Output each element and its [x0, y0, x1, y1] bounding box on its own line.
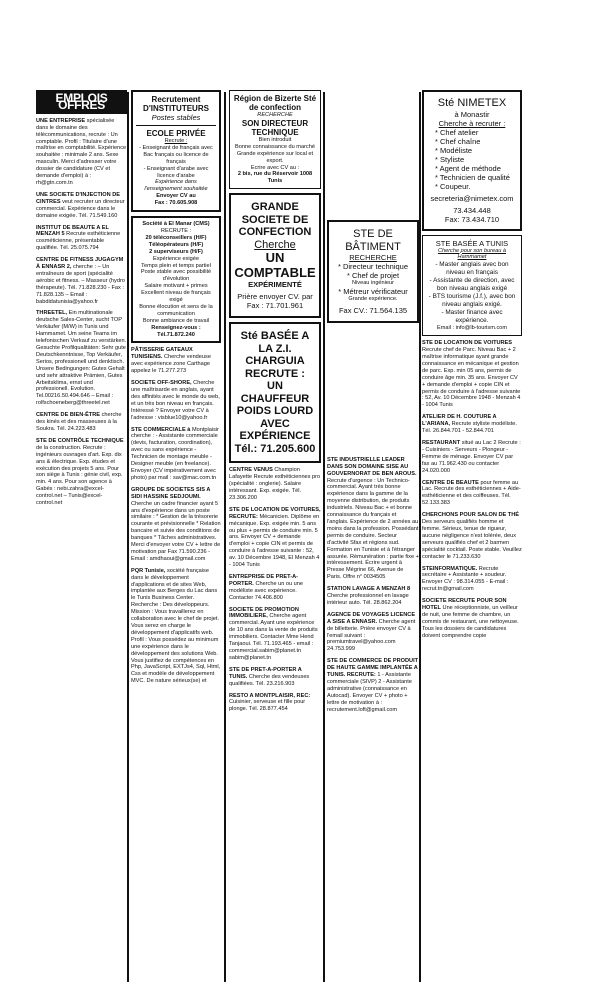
ad-experience: Grande expérience.	[348, 295, 398, 302]
ad-body: Cherche agent commercial. Ayant une expérience de 10 ans dans la vente de produits immobiliers. Contacter Mme Hend Tanjaoui. Tél. 71.193.465 - email : commercial.sabim@planet.tn sabim@planet.tn	[229, 613, 318, 661]
column-rule	[224, 92, 226, 982]
ad-item: * Styliste	[435, 154, 465, 164]
classified-ad	[327, 586, 419, 607]
ad-item: * Chef chaîne	[435, 136, 481, 146]
classified-ad	[131, 487, 221, 563]
ad-tel: 73.434.448	[453, 205, 491, 215]
ad-heading: STEINFORMATIQUE.	[422, 565, 478, 572]
ad-email: Email : info@lb-tourism.com	[436, 325, 508, 332]
classified-list	[229, 467, 321, 713]
classified-ad	[131, 568, 221, 685]
ad-title: STE BASÉE A TUNIS	[435, 238, 509, 248]
ad-address: 2 bis, rue du Réservoir 1008 Tunis	[237, 171, 313, 185]
classified-list	[327, 457, 419, 714]
classified-ad	[229, 607, 321, 662]
classified-ad	[131, 347, 221, 375]
ad-body: de la construction. Recrute : ingénieurs ouvrages d'art. Exp. dix ans & électrique. Exp. études et exécution des projets 5 ans. Pour son siège à Tunis : génie civil, exp. min. 4 ans. Pour son agence à Gabès : nebi.zahra@excel-control.net – Tunis@excel-control.net	[36, 444, 123, 507]
ad-recrute: RECRUTE :	[160, 227, 192, 234]
ad-body: Cherche des vendeuses qualifiées. Tél. 23.216.903	[229, 673, 310, 687]
classified-ad	[229, 693, 321, 714]
classified-ad	[229, 467, 321, 502]
ad-item: * Métreur vérificateur	[338, 286, 408, 296]
ad-body: spécialisée dans le domaine des télécommunications, recrute : Un comptable. Profil : Titulaire d'une maîtrise en comptabilité. Expérience souhaitée : minimale 2 ans. Sexe masculin. Merci d'adresser votre dossier de candidature (CV et demande d'emploi) à : rh@gtn.com.tn	[36, 117, 127, 186]
ad-body: Cherche une maîtrisarde en anglais, ayant des affinités avec le monde du web, et un très bon niveau en français. Intéressé ? Envoyer votre CV à l'adresse : visblue10@yahoo.fr	[131, 380, 220, 421]
ad-email: secreteria@nimetex.com	[430, 193, 514, 203]
nimetex-ad-box	[422, 90, 522, 231]
classified-ad	[422, 598, 522, 639]
ad-detail: Salaire motivant + primes	[144, 283, 208, 290]
classified-ad	[36, 192, 127, 220]
ad-body: Recrute styliste modéliste. Tél. 26.844.701 - 52.844.701	[422, 421, 517, 435]
ad-detail: Excellent niveau de français exigé	[141, 290, 211, 304]
ad-recherche: RECHERCHE	[257, 112, 293, 118]
hammamet-ad-box	[422, 235, 522, 337]
ad-role: UN COMPTABLE	[234, 250, 316, 280]
ad-niveau: Niveau ingénieur	[352, 280, 394, 286]
column-rule	[419, 92, 421, 982]
ad-body: Recrute chef de Parc. Niveau Bac + 2 maîtrise informatique ayant grande connaissance en mécanique et gestion de parc. Exp. min 05 ans, permis de conduire âge min. 35 ans. Envoyer CV + demande d'emploi + copie CIN et permis de conduire à l'adresse suivante : 52, Av. 10 Décembre 1948 - Menzah 4 - 1004 Tunis	[422, 347, 521, 409]
classified-ad	[327, 612, 419, 653]
column-4	[327, 90, 419, 988]
ad-title: GRANDE SOCIETE DE CONFECTION	[238, 201, 312, 239]
ad-recrute: Recrute :	[164, 138, 188, 144]
ad-fax: Fax : 70.605.908	[154, 200, 198, 207]
classified-ad	[422, 566, 522, 594]
ad-heading: UNE SOCIETE D'INJECTION DE CINTRES	[36, 191, 121, 205]
classified-ad	[36, 225, 127, 253]
ad-detail: Temps plein et temps partiel	[141, 262, 211, 269]
ad-tel: Tél.: 71.205.600	[234, 442, 316, 455]
ad-body: Cherche vendeuse avec expérience zone Carthage appelez le 71.277.273	[131, 354, 211, 375]
ad-item: * Technicien de qualité	[435, 172, 510, 182]
ad-item: * Chef atelier	[435, 127, 479, 137]
ad-item: - Master finance avec expérience.	[441, 309, 503, 325]
section-banner: EMPLOIS OFFRES	[36, 90, 127, 114]
bizerte-ad-box	[229, 90, 321, 189]
classified-ad	[422, 480, 522, 508]
ad-body: pour femme au Lac. Recrute des esthéticiennes + Aide-esthéticienne et des coiffeuses. Tél. 52.133.383	[422, 479, 521, 507]
ad-heading: UNE ENTREPRISE	[36, 117, 86, 124]
ad-heading: CENTRE VENUS	[229, 467, 273, 474]
ad-heading: PQR Tunisie,	[131, 567, 166, 574]
ad-heading: RESTAURANT	[422, 440, 461, 446]
ad-body: Cherche professionnel en lavage intérieur auto. Tél. 28.862.204	[327, 593, 409, 606]
ad-heading: ENTREPRISE DE PRET-A-PORTER.	[229, 573, 298, 587]
classified-list	[422, 340, 522, 639]
ad-fax: Fax: 73.434.710	[444, 214, 500, 224]
ad-body: Des serveurs qualifiés homme et femme. Sérieux, tenue de rigueur, aucune négligence n'est tolérée, deux serveurs qualifiés chef et 2 barmen spécialité cocktail. Poste stable. Veuillez contacter le 71.233.630	[422, 519, 522, 560]
ad-recrute: RECRUTE :	[245, 367, 305, 380]
batiment-ad-box	[327, 220, 419, 323]
ad-subtitle: Cherche pour son bureau à Hammamet	[437, 247, 507, 261]
classified-ad	[422, 340, 522, 409]
ad-heading: STE DE COMMERCE DE PRODUIT DE HAUTE GAMME IMPLANTÉE A TUNIS. RECRUTE:	[327, 658, 419, 679]
classified-ad	[327, 457, 419, 581]
ad-item: - BTS tourisme (J.f.), avec bon niveau anglais exigé.	[428, 293, 516, 309]
ad-detail: Expérience exigée	[152, 255, 200, 262]
ad-item: 2 superviseurs (H/F)	[149, 248, 203, 255]
ad-body: Recrute d'urgence : Un Technico-commercial. Ayant très bonne expérience dans la gamme de la moyenne distribution, de produits industriels. Niveau Bac + et bonne connaissance du français et l'anglais. Expérience de 2 années au moins dans la profession. Possédant permis de conduire. Secteur d'activité Sfax et régions sud. Formation en Tunisie et à l'étranger assurée. Rémunération : partie fixe + intéressement. Écrire urgent à Presse Mégrine 66, Avenue de Paris. Offre n° 0034505	[327, 477, 419, 581]
ad-detail: Bonne élocution et sens de la communication	[139, 303, 213, 317]
ad-body: Montplaisir cherche : - Assistante commerciale (devis, facturation, coordination), avec ou sans expérience - Technicien de montage meuble - Designer meuble (en freelance). Envoyer (CV impérativement avec photo) par mail : sav@mac.com.tn	[131, 426, 219, 481]
ad-heading: THREETEL,	[36, 310, 68, 317]
classified-ad	[422, 440, 522, 475]
ad-body: cherche des kinés et des masseuses à la Soukra. Tél. 24.223.483	[36, 412, 122, 432]
classified-ad	[229, 667, 321, 688]
ad-title: Société à El Manar (CMS)	[142, 221, 210, 228]
ad-body: Recrute esthéticienne cosméticienne, présentable qualifiée. Tél. 25.075.794	[36, 231, 121, 252]
ad-role: SON DIRECTEUR TECHNIQUE	[241, 118, 309, 137]
ad-body: Mécanicien. Diplôme en mécanique. Exp. exigée min. 5 ans ou plus + permis de conduire min. 5 ans. Envoyer CV + demande d'emploi + copie CIN et permis de conduire à l'adresse suivante : 52, av. 10 Décembre 1948, El Menzah 4 - 1004 Tunis	[229, 513, 320, 569]
instituteurs-ad-box	[131, 90, 221, 212]
ad-subtitle: Postes stables	[151, 113, 201, 122]
ad-fax: Fax : 71.701.961	[246, 301, 304, 311]
ad-heading: AGENCE DE VOYAGES LICENCE A SISE A ENNASR.	[327, 611, 416, 625]
ad-item: * Agent de méthode	[435, 163, 501, 173]
ad-school: ECOLE PRIVÉE	[146, 129, 206, 138]
ad-title: Recrutement D'INSTITUTEURS	[143, 95, 209, 113]
ad-title: Région de Bizerte Sté de confection	[233, 94, 317, 112]
ad-title: STE DE BÂTIMENT	[345, 228, 401, 253]
ad-body: Champion Lafayette Recrute esthéticiennes pro (spécialité : onglerie). Salaire intéressant. Exp. exigée. Tél. 23.306.200	[229, 467, 321, 501]
ad-body: société française dans le développement d'applications et de sites Web, implantée aux Berges du Lac dans le Tunis Business Center. Recherche : Des développeurs. Mission : Vous travaillerez en collaboration avec le chef de projet. Vous serez en charge le développement d'applicatifs web. Profil : Vous possédez au minimum une expérience dans le développement des solutions Web. Vous justifiez de compétences en Php, JavaScript, EXTJs4, Sql, Html, Css et modèle de développement MVC. De nature sérieux(se) et	[131, 567, 221, 685]
ad-detail: Bien introduit	[258, 136, 292, 143]
ad-role: UN CHAUFFEUR POIDS LOURD AVEC EXPÉRIENCE	[236, 380, 314, 443]
classified-ad	[422, 414, 522, 435]
ad-item: * Directeur technique	[337, 262, 409, 271]
ad-item: 20 téléconseillers (H/F)	[145, 234, 207, 241]
ad-item: * Modéliste	[435, 145, 473, 155]
column-rule	[323, 92, 325, 982]
ad-title: Sté NIMETEX	[437, 97, 507, 109]
charguia-ad-box	[229, 322, 321, 463]
ad-body: 1 - Assistante commerciale (SIVP) 2 - Assistante administrative (connaissance en Autocad). Envoyer CV + photo + lettre de motivation à : recrutement.loft@gmail.com	[327, 672, 412, 713]
classified-ad	[229, 507, 321, 569]
ad-detail: Poste stable avec possibilité d'évolution	[140, 269, 212, 283]
classified-list	[131, 347, 221, 685]
ad-cherche: Cherche à recruter :	[438, 118, 506, 128]
ad-heading: INSTITUT DE BEAUTE A EL MENZAH 5	[36, 224, 109, 238]
classified-ad	[327, 658, 419, 713]
ad-item: - Assistante de direction, avec bon niveau anglais exigé	[429, 277, 515, 293]
ad-item: - Enseignant de français avec Bac français ou licence de français	[139, 144, 213, 165]
ad-body: cherche : – Un entraîneurs de sport (spécialité aérobic et fitness. – Masseur (hydro thérapeute). Tél. 71.828.230 - Fax : 71.828.135 – Email : babdidatunisia@yahoo.fr	[36, 264, 125, 305]
column-3	[229, 90, 321, 988]
ad-cherche: Cherche	[254, 238, 296, 251]
column-rule	[127, 92, 129, 982]
classified-ad	[36, 118, 127, 187]
ad-heading: CENTRE DE BIEN-ÊTRE	[36, 412, 101, 419]
ad-heading: ATELIER DE H. COUTURE A L'ARIANA,	[422, 414, 497, 428]
ad-heading: PÂTISSERIE GATEAUX TUNISIENS.	[131, 347, 193, 361]
ad-heading: SOCIETE RECRUTE POUR SON HOTEL	[422, 598, 507, 612]
ad-heading: STE DE LOCATION DE VOITURES	[422, 340, 513, 347]
ad-heading: STE DE CONTRÔLE TECHNIQUE	[36, 437, 124, 444]
ad-heading: SOCIETE DE PROMOTION IMMOBILIERE,	[229, 606, 299, 620]
ad-contact: Ecrire avec CV au :	[250, 164, 300, 171]
ad-heading: STE DE LOCATION DE VOITURES, RECRUTE:	[229, 506, 321, 520]
classified-ad	[422, 512, 522, 560]
ad-heading: CENTRE DE BEAUTE	[422, 479, 479, 486]
ad-body: Cherche agent de billetterie. Prière envoyer CV à l'email suivant : premiumtravel@yahoo.com 24.753.999	[327, 618, 416, 653]
ad-item: Téléopérateurs (H/F)	[148, 241, 204, 248]
classified-ad	[36, 310, 127, 407]
ad-body: Cherche un cadre financier ayant 5 ans d'expérience dans un poste similaire : * Gestion de la trésorerie courante et prévisionnelle * Relation bancaire et suivie des conditions de banques * Tâches administratives. Merci d'envoyer votre CV + lettre de motivation par Fax 71.590.236 - Email : amdhaoui@gmail.com	[131, 500, 221, 562]
ad-heading: STE INDUSTRIELLE LEADER DANS SON DOMAINE SISE AU GOUVERNORAT DE BEN AROUS.	[327, 456, 417, 477]
ad-title: Sté BASÉE A LA Z.I. CHARGUIA	[240, 330, 310, 368]
ad-body: Ein multinationale deutsche Sales-Center, sucht TOP Verkäufer (M/W) in Tunis und Hammamet. Um seine Teams im telefonischen Verkauf zu verstärken. Gesuchte Profilqualitäten: Sehr gute Deutschkenntnisse, Top Verkäufer, Serios, professionell und denktisch. Unsere Bedingungen: Gutes Gehalt und sehr attraktive Prämien, Gutes Arbeitsklima, ernst und professionell. Evolution. Tel.00216.50.494.646 – Email : rolfschoeneberg@threetel.net	[36, 310, 127, 407]
ad-heading: GROUPE DE SOCIETES SIS A SIDI HASSINE SEDJOUMI.	[131, 486, 211, 500]
ad-heading: RESTO A MONTPLAISIR, REC:	[229, 692, 311, 699]
ad-recherche: RECHERCHE	[349, 253, 397, 262]
classified-ad	[36, 438, 127, 507]
ad-experience: EXPÉRIMENTÉ	[248, 280, 302, 290]
column-1	[36, 90, 127, 988]
ad-phone: Renseignez-vous : Tél.71.872.240	[151, 324, 201, 338]
cms-ad-box	[131, 216, 221, 343]
classified-ad	[36, 412, 127, 433]
ad-heading: CHERCHONS POUR SALON DE THÉ	[422, 512, 519, 519]
ad-heading: STE DE PRET-A-PORTER A TUNIS.	[229, 666, 302, 680]
ad-heading: CENTRE DE FITNESS JUGAGYM À ENNASR 2,	[36, 257, 124, 271]
ad-experience: Expérience dans l'enseignement souhaitée	[144, 179, 208, 193]
ad-body: veut recruter un directeur commercial. Expérience dans le domaine exigée. Tél. 71.549.160	[36, 198, 125, 219]
ad-heading: STE COMMERCIALE à	[131, 426, 191, 433]
ad-heading: STATION LAVAGE A MENZAH 8	[327, 586, 411, 593]
ad-item: - Enseignant d'arabe avec licence d'arabe	[143, 165, 209, 179]
confection-ad-box	[229, 193, 321, 318]
ad-heading: SOCIETE OFF-SHORE,	[131, 380, 192, 387]
column-2	[131, 90, 221, 988]
ad-item: * Coupeur.	[435, 181, 471, 191]
ad-detail: Bonne ambiance de travail	[142, 317, 210, 324]
ad-body: Une réceptionniste, un veilleur de nuit, une femme de chambre, un commis de restaurant, une nettoyeuse. Tous les dossiers de candidatures doivent comprendre copie	[422, 605, 519, 639]
ad-body: Cuisinier, serveuse et fille pour plonge. Tél. 28.877.454	[229, 699, 306, 713]
column-5	[422, 90, 522, 988]
ad-cv: Prière envoyer CV. par	[237, 292, 313, 302]
ad-body: Recrute secrétaire + Assistante + soudeur. Envoyer CV : 98.314.055 - E-mail : recrut.tn@gmail.com	[422, 565, 509, 593]
classified-ad	[131, 427, 221, 482]
ad-item: - Master anglais avec bon niveau en français	[435, 261, 509, 277]
ad-detail: Grande expérience sur local et export.	[236, 150, 314, 164]
ad-detail: Bonne connaissance du marché	[235, 143, 315, 150]
ad-item: * Chef de projet	[346, 271, 400, 280]
ad-location: à Monastir	[454, 109, 490, 119]
classified-ad	[36, 257, 127, 305]
ad-body: Cherche un ou une modéliste avec expérience. Contacter 74.406.800	[229, 580, 304, 601]
classified-list	[36, 118, 127, 507]
classified-ad	[229, 574, 321, 602]
classified-ad	[131, 380, 221, 421]
ad-cv: Envoyer CV au	[156, 193, 196, 200]
ad-body: situé au Lac 2 Recrute : - Cuisiniers - Serveurs - Plongeur - Femme de ménage. Envoyer CV par fax au 71.962.430 ou contacter 24.020.000	[422, 440, 521, 474]
ad-fax: Fax CV.: 71.564.135	[338, 305, 408, 315]
